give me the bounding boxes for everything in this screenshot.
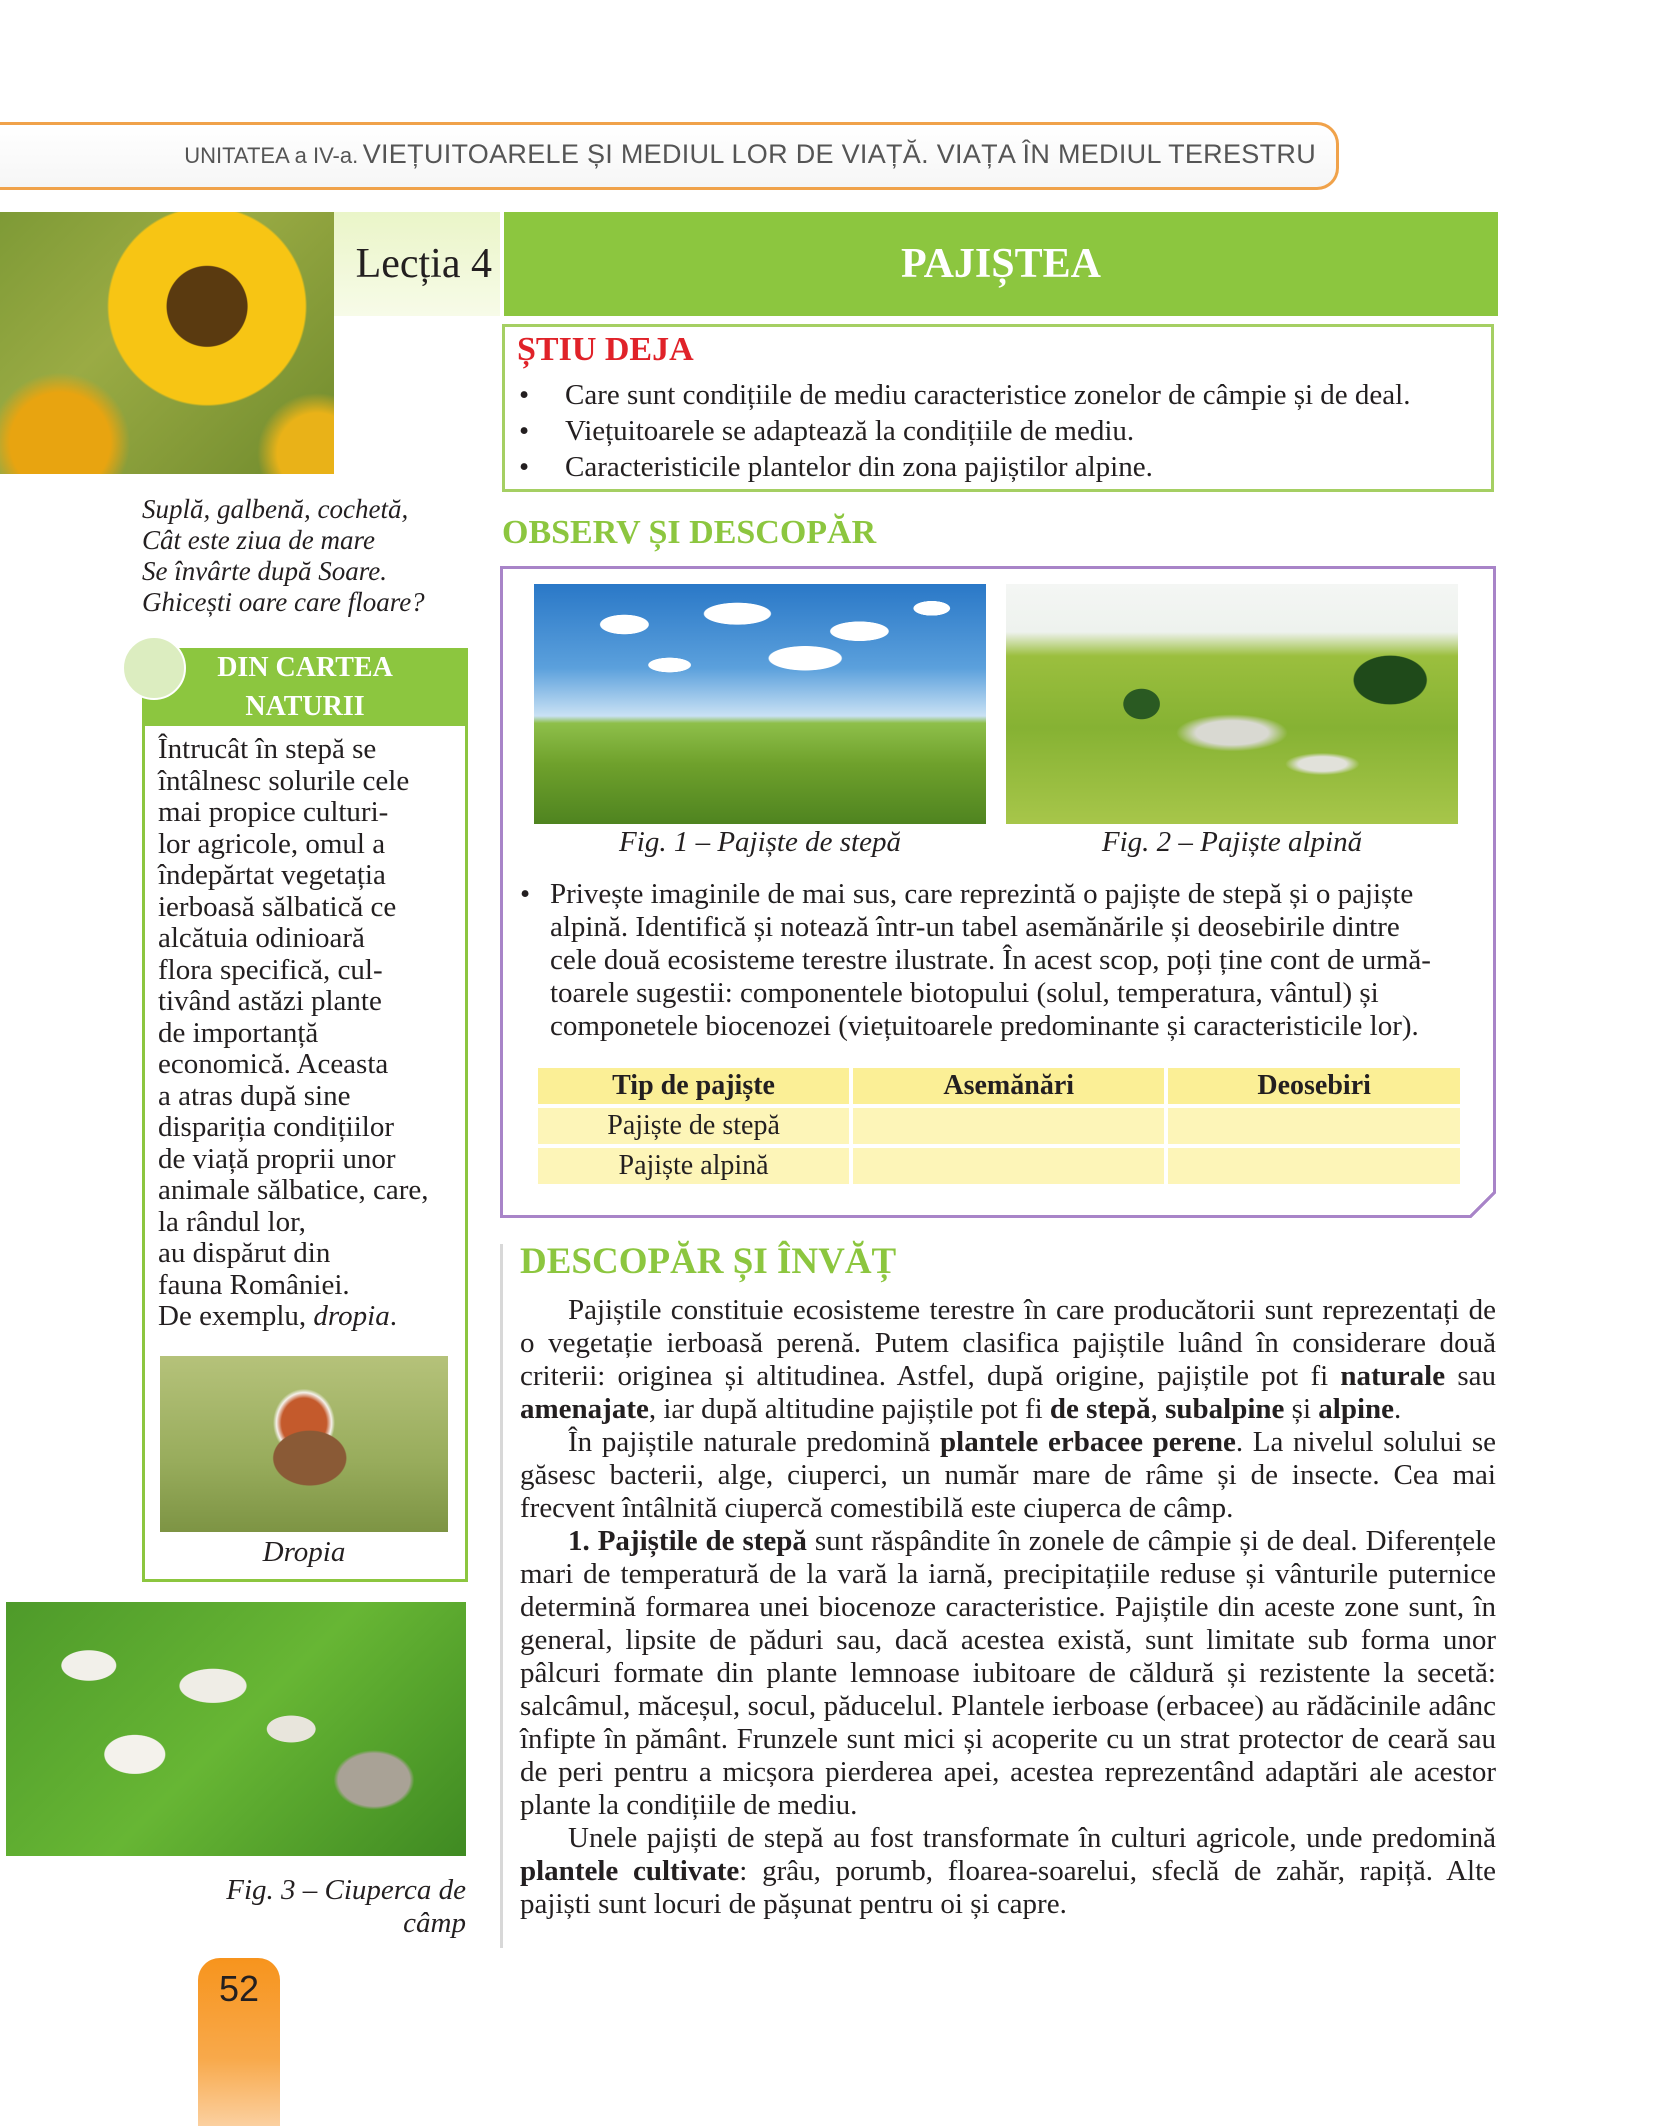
- stiu-deja-title: ȘTIU DEJA: [517, 331, 694, 368]
- caption-line: câmp: [403, 1907, 466, 1939]
- example-line: [158, 1301, 458, 1333]
- paragraph: [520, 1525, 1496, 1822]
- paragraph: [520, 1294, 1496, 1426]
- lesson-label: Lecția 4: [334, 212, 500, 316]
- descopar-body: [520, 1294, 1496, 1921]
- table-cell[interactable]: [1168, 1108, 1460, 1144]
- table-cell: Pajiște de stepă: [538, 1108, 849, 1144]
- list-item: • Viețuitoarele se adaptează la condițiile de mediu.: [505, 413, 1485, 449]
- text-line: a atras după sine: [158, 1079, 351, 1112]
- instruction-line: alpină. Identifică și notează într-un tabel asemănările și deosebirile dintre: [550, 911, 1400, 943]
- table-cell: Pajiște alpină: [538, 1148, 849, 1184]
- dropia-caption: Dropia: [262, 1536, 346, 1568]
- bold-term: de stepă: [1049, 1393, 1151, 1425]
- bold-term: alpine: [1318, 1393, 1395, 1425]
- table-cell[interactable]: [1168, 1148, 1460, 1184]
- field-mushroom-photo: [6, 1602, 466, 1856]
- table-header: Asemănări: [853, 1068, 1164, 1104]
- text: ,: [1150, 1393, 1166, 1425]
- text: .: [1394, 1393, 1402, 1425]
- text: sau: [1445, 1360, 1496, 1392]
- text-line: flora specifică, cul-: [158, 953, 383, 986]
- bold-term: 1. Pajiștile de stepă: [568, 1525, 807, 1557]
- text: În pajiștile naturale predomină: [568, 1426, 941, 1458]
- table-header: Deosebiri: [1168, 1068, 1460, 1104]
- great-bustard-photo: [160, 1356, 448, 1532]
- text: Unele pajiști de stepă au fost transformate în culturi agricole, unde predomină: [568, 1822, 1496, 1854]
- paragraph: [520, 1822, 1496, 1921]
- alpine-meadow-photo: [1006, 584, 1458, 824]
- text: sunt răspândite în zonele de câmpie și de deal. Diferențele mari de temperatură de la vară la iarnă, precipitațiile reduse și vânturile puternice determină formarea unei biocenoze caracteristice. Pajiștile din aceste zone sunt, în general, lipsite de păduri sau, dacă acestea există, sunt limitate sub forma unor pâlcuri formate din plante lemnoase iubitoare de căldură și rezistente la secetă: salcâmul, măceșul, socul, păducelul. Plantele ierboase (erbacee) au rădăcinile adânc înfipte în pământ. Frunzele sunt mici și acoperite cu un strat protector de ceară sau de peri pentru a micșora pierderea apei, acestea reprezentând adaptări ale acestor plante la condițiile de mediu.: [520, 1525, 1496, 1821]
- observ-instruction: [550, 878, 1462, 1043]
- text-line: mai propice culturi-: [158, 796, 389, 828]
- table-row: [538, 1148, 1460, 1184]
- table-cell[interactable]: [853, 1148, 1164, 1184]
- din-cartea-naturii-text: [158, 734, 458, 1333]
- table-header: Tip de pajiște: [538, 1068, 849, 1104]
- text-line: economică. Aceasta: [158, 1048, 389, 1080]
- text-line: au dispărut din: [158, 1237, 331, 1269]
- descopar-title: DESCOPĂR ȘI ÎNVĂȚ: [520, 1241, 897, 1282]
- observ-title: OBSERV ȘI DESCOPĂR: [502, 514, 877, 551]
- text-line: Întrucât în stepă se: [158, 733, 377, 765]
- text-line: întâlnesc solurile cele: [158, 764, 410, 797]
- text-line: de importanță: [158, 1016, 319, 1049]
- paragraph: [520, 1426, 1496, 1525]
- table-cell[interactable]: [853, 1108, 1164, 1144]
- example-suffix: .: [389, 1300, 397, 1332]
- instruction-line: cele două ecosisteme terestre ilustrate. În acest scop, poți ține cont de urmă-: [550, 944, 1431, 976]
- riddle-line: Ghicești oare care floare?: [142, 587, 425, 617]
- title-line: DIN CARTEA: [217, 652, 393, 683]
- bold-term: plantele cultivate: [520, 1855, 740, 1887]
- steppe-meadow-photo: [534, 584, 986, 824]
- unit-prefix: UNITATEA a IV-a.: [184, 143, 359, 168]
- text-line: la rândul lor,: [158, 1205, 306, 1238]
- section-divider: [500, 1244, 503, 1948]
- fig2-caption: Fig. 2 – Pajiște alpină: [1101, 826, 1363, 858]
- din-cartea-naturii-title: [142, 648, 468, 726]
- table-header-row: [538, 1068, 1460, 1104]
- text-line: animale sălbatice, care,: [158, 1174, 429, 1206]
- text-line: dispariția condițiilor: [158, 1111, 394, 1143]
- page-number: 52: [218, 1968, 260, 2009]
- bold-term: amenajate: [520, 1393, 649, 1425]
- caption-line: Fig. 3 – Ciuperca de: [226, 1874, 466, 1906]
- riddle-line: Suplă, galbenă, cochetă,: [142, 494, 409, 524]
- text: . La nivelul solului se găsesc bacterii, alge, ciuperci, un număr mare de râme și de insecte. Cea mai frecvent întâlnită ciupercă comestibilă este ciuperca de câmp.: [520, 1426, 1496, 1524]
- instruction-line: Privește imaginile de mai sus, care reprezintă o pajiște de stepă și o pajiște: [550, 878, 1414, 910]
- text: Pajiștile constituie ecosisteme terestre în care producătorii sunt reprezentați de o vegetație ierboasă perenă. Putem clasifica pajiștile luând în considerare două criterii: originea și altitudinea. Astfel, după origine, pajiștile pot fi: [520, 1294, 1496, 1392]
- instruction-line: toarele sugestii: componentele biotopului (solul, temperatura, vântul) și: [550, 977, 1379, 1009]
- text-line: alcătuia odinioară: [158, 922, 365, 954]
- title-line: NATURII: [245, 691, 365, 722]
- bold-term: naturale: [1340, 1360, 1446, 1392]
- sunflower-photo: [0, 212, 334, 474]
- text-line: lor agricole, omul a: [158, 827, 386, 860]
- unit-title: VIEȚUITOARELE ȘI MEDIUL LOR DE VIAȚĂ. VIAȚA ÎN MEDIUL TERESTRU: [362, 139, 1316, 169]
- text-line: îndepărtat vegetația: [158, 859, 386, 891]
- unit-header-bar: [0, 122, 1339, 190]
- table-row: [538, 1108, 1460, 1144]
- bold-term: subalpine: [1165, 1393, 1285, 1425]
- instruction-line: componetele biocenozei (viețuitoarele predominante și caracteristicile lor).: [550, 1010, 1419, 1042]
- example-prefix: De exemplu,: [158, 1300, 314, 1332]
- riddle: [142, 494, 442, 618]
- text: , iar după altitudine pajiștile pot fi: [648, 1393, 1050, 1425]
- stiu-deja-list: [505, 377, 1485, 485]
- decorative-circle-icon: [122, 636, 186, 700]
- text-line: de viață proprii unor: [158, 1142, 396, 1175]
- comparison-table: [534, 1064, 1464, 1188]
- fig1-caption: Fig. 1 – Pajiște de stepă: [619, 826, 901, 858]
- bold-term: plantele erbacee perene: [940, 1426, 1236, 1458]
- bullet-icon: •: [520, 878, 531, 910]
- stiu-deja-box: [502, 324, 1494, 492]
- unit-header: [184, 139, 1316, 170]
- lesson-title: PAJIȘTEA: [504, 212, 1498, 316]
- example-word: dropia: [313, 1300, 390, 1332]
- text-line: fauna României.: [158, 1268, 350, 1301]
- text-line: tivând astăzi plante: [158, 985, 382, 1017]
- text: : grâu, porumb, floarea-soarelui, sfeclă de zahăr, rapiță. Alte pajiști sunt locuri de pășunat pentru oi și capre.: [520, 1855, 1496, 1920]
- text: și: [1284, 1393, 1319, 1425]
- text-line: ierboasă sălbatică ce: [158, 890, 397, 923]
- list-item: • Care sunt condițiile de mediu caracteristice zonelor de câmpie și de deal.: [505, 377, 1485, 413]
- list-item: • Caracteristicile plantelor din zona pajiștilor alpine.: [505, 449, 1485, 485]
- riddle-line: Se învârte după Soare.: [142, 556, 387, 586]
- riddle-line: Cât este ziua de mare: [142, 525, 375, 555]
- fig3-caption: [150, 1874, 466, 1940]
